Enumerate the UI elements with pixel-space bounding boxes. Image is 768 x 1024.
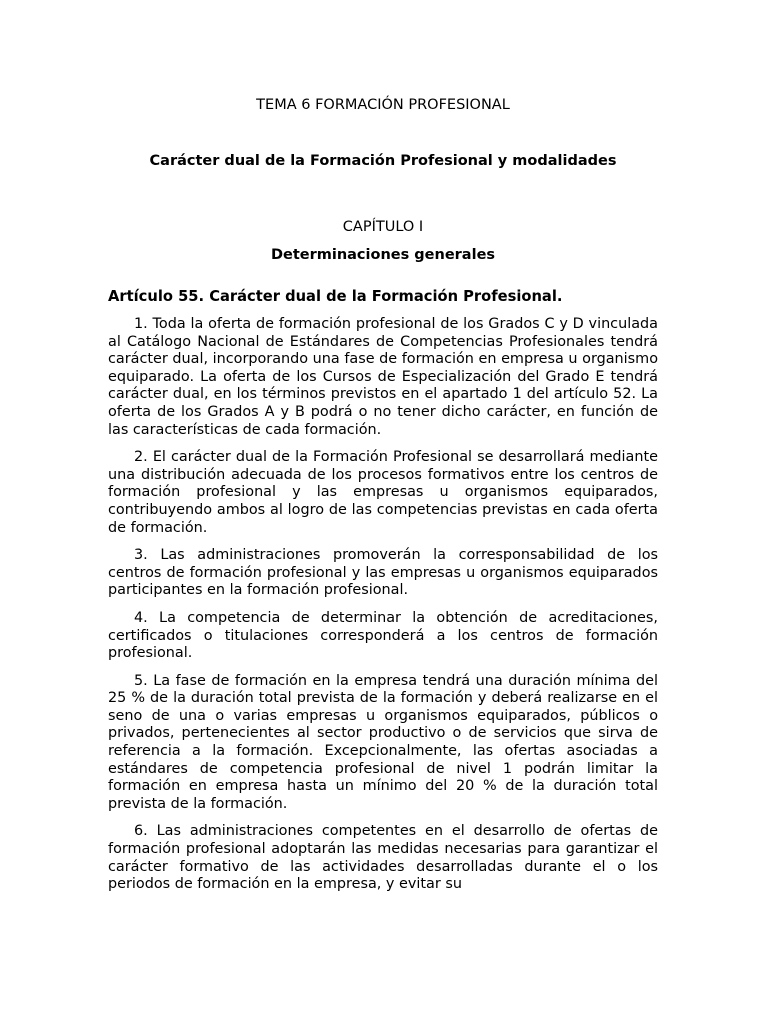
document-subtitle: Carácter dual de la Formación Profesional y modalidades: [149, 153, 617, 169]
paragraph-3: 3. Las administraciones promoverán la corresponsabilidad de los centros de formación profesional y las empresas u organismos equiparados participantes en la formación profesional.: [108, 547, 658, 599]
article-heading: Artículo 55. Carácter dual de la Formación Profesional.: [108, 288, 563, 305]
chapter-label: CAPÍTULO I: [342, 219, 424, 235]
chapter-title: Determinaciones generales: [270, 247, 496, 263]
document-title: TEMA 6 FORMACIÓN PROFESIONAL: [256, 97, 510, 113]
paragraph-4: 4. La competencia de determinar la obtención de acreditaciones, certificados o titulaciones corresponderá a los centros de formación profesional.: [108, 609, 658, 662]
paragraph-2: 2. El carácter dual de la Formación Profesional se desarrollará mediante una distribución adecuada de los procesos formativos entre los centros de formación profesional y las empresas u organismos equiparados, contribuyendo ambos al logro de las competencias previstas en cada oferta de formación.: [108, 449, 658, 536]
article-body: [108, 316, 658, 904]
paragraph-5: 5. La fase de formación en la empresa tendrá una duración mínima del 25 % de la duración total prevista de la formación y deberá realizarse en el seno de una o varias empresas u organismos equiparados, públicos o privados, pertenecientes al sector productivo o de servicios que sirva de referencia a la formación. Excepcionalmente, las ofertas asociadas a estándares de competencia profesional de nivel 1 podrán limitar la formación en empresa hasta un mínimo del 20 % de la duración total prevista de la formación.: [108, 672, 658, 812]
paragraph-1: 1. Toda la oferta de formación profesional de los Grados C y D vinculada al Catálogo Nacional de Estándares de Competencias Profesionales tendrá carácter dual, incorporando una fase de formación en empresa u organismo equiparado. La oferta de los Cursos de Especialización del Grado E tendrá carácter dual, en los términos previstos en el apartado 1 del artículo 52. La oferta de los Grados A y B podrá o no tener dicho carácter, en función de las características de cada formación.: [108, 316, 658, 438]
paragraph-6: 6. Las administraciones competentes en el desarrollo de ofertas de formación profesional adoptarán las medidas necesarias para garantizar el carácter formativo de las actividades desarrolladas durante el o los periodos de formación en la empresa, y evitar su: [108, 823, 658, 893]
